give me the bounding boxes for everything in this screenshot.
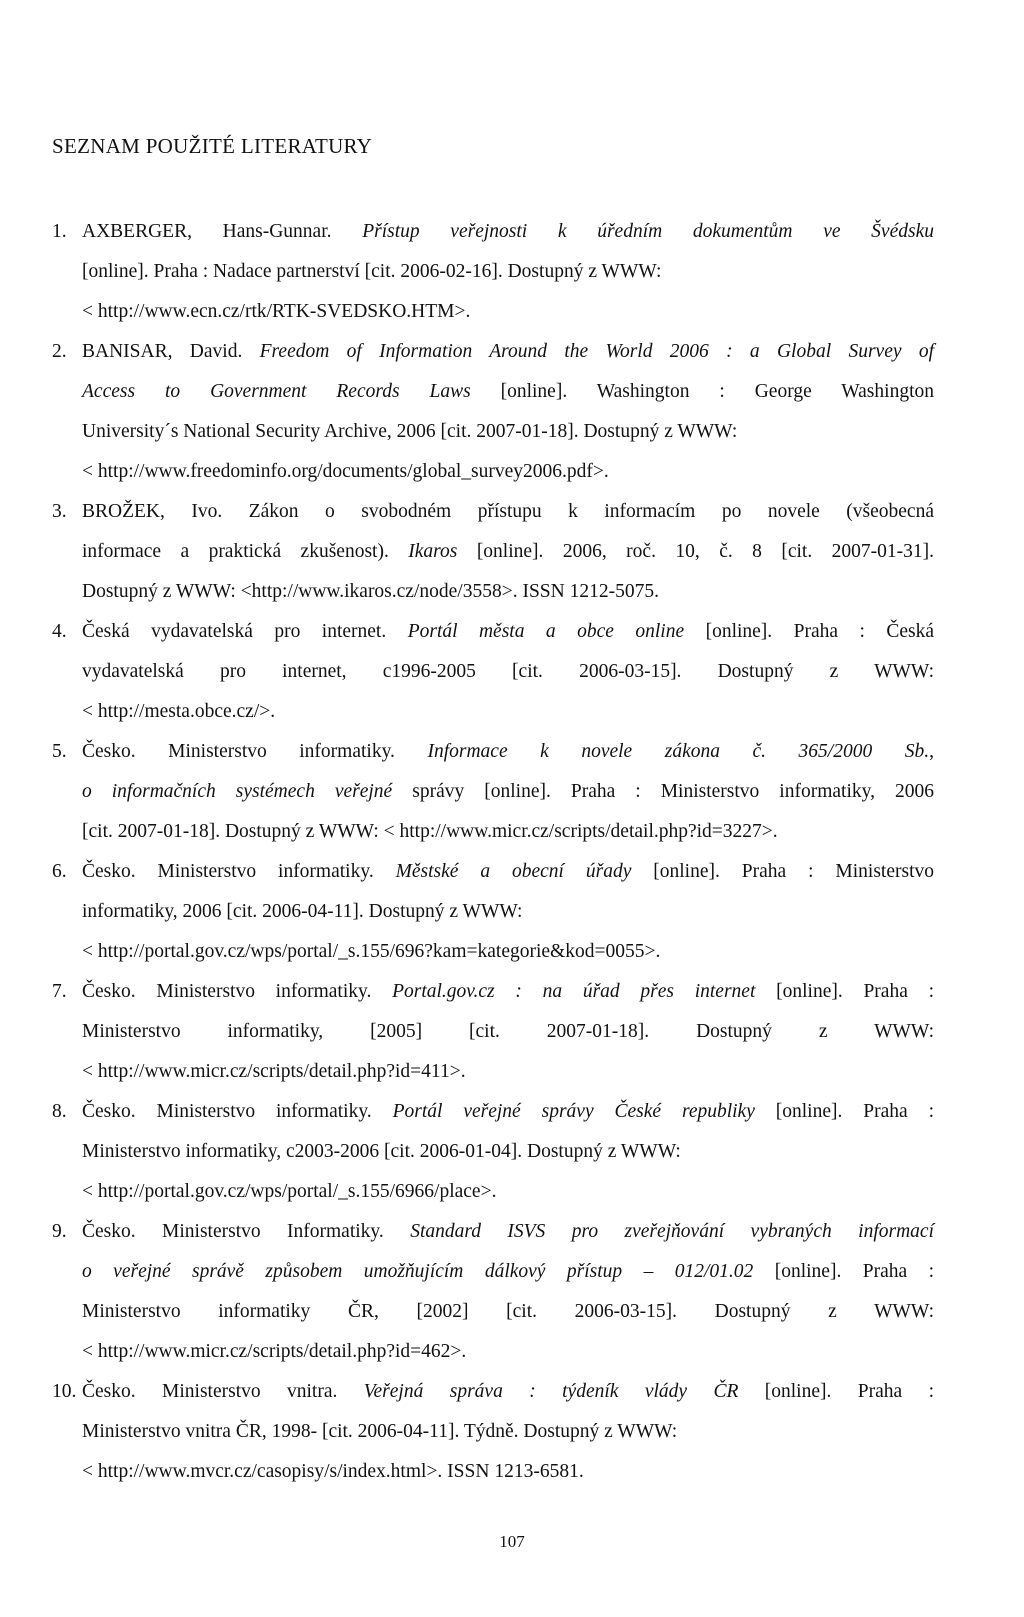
reference-line [82,412,934,452]
reference-line [82,652,934,692]
reference-title-text: Přístup veřejnosti k úředním dokumentům ve Švédsku [362,221,934,242]
reference-number: 4. [52,621,67,642]
reference-text: [cit. 2007-01-18]. Dostupný z WWW: < http://www.micr.cz/scripts/detail.php?id=3227>. [82,821,778,842]
reference-title-text: Portal.gov.cz : na úřad přes internet [392,981,756,1002]
reference-line [82,1332,934,1372]
reference-line [82,1092,934,1132]
reference-text: [online]. Praha : [755,981,934,1002]
page-number: 107 [499,1532,525,1551]
reference-text: < http://www.mvcr.cz/casopisy/s/index.html>. ISSN 1213-6581. [82,1461,584,1482]
reference-text: [online]. Praha : [738,1381,934,1402]
reference-text: [online]. Washington : George Washington [470,381,934,402]
reference-line [82,1252,934,1292]
reference-number: 8. [52,1101,67,1122]
reference-text: Ministerstvo vnitra ČR, 1998- [cit. 2006-04-11]. Týdně. Dostupný z WWW: [82,1421,678,1442]
reference-text: University´s National Security Archive, 2006 [cit. 2007-01-18]. Dostupný z WWW: [82,421,738,442]
reference-text: [online]. Praha : Ministerstvo [631,861,934,882]
reference-text: [online]. Praha : [753,1261,934,1282]
reference-line [82,852,934,892]
reference-text: informace a praktická zkušenost). [82,541,409,562]
reference-list [52,212,934,1492]
reference-text: < http://mesta.obce.cz/>. [82,701,276,722]
reference-title-text: Access to Government Records Laws [82,381,471,402]
reference-text: AXBERGER, Hans-Gunnar. [82,221,363,242]
reference-text: Česko. Ministerstvo informatiky. [82,981,393,1002]
reference-item [52,212,934,332]
reference-line [82,692,934,732]
reference-text: Česká vydavatelská pro internet. [82,621,408,642]
reference-line [82,612,934,652]
reference-item [52,1092,934,1212]
reference-number: 9. [52,1221,67,1242]
reference-item [52,332,934,492]
reference-item [52,972,934,1092]
reference-title-text: Standard ISVS pro zveřejňování vybraných informací [410,1221,934,1242]
reference-title-text: Ikaros [408,541,458,562]
reference-text: BANISAR, David. [82,341,260,362]
reference-line [82,1052,934,1092]
reference-text: [online]. Praha : [754,1101,934,1122]
reference-line [82,532,934,572]
reference-title-text: o informačních systémech veřejné [82,781,393,802]
reference-line [82,932,934,972]
reference-number: 3. [52,501,67,522]
reference-line [82,372,934,412]
reference-item [52,1212,934,1372]
reference-text: Dostupný z WWW: <http://www.ikaros.cz/node/3558>. ISSN 1212-5075. [82,581,659,602]
reference-text: [online]. Praha : Nadace partnerství [cit. 2006-02-16]. Dostupný z WWW: [82,261,662,282]
reference-line [82,332,934,372]
reference-number: 2. [52,341,67,362]
reference-item [52,732,934,852]
reference-line [82,492,934,532]
reference-title-text: Portál města a obce online [407,621,685,642]
reference-text: správy [online]. Praha : Ministerstvo informatiky, 2006 [392,781,934,802]
reference-text: informatiky, 2006 [cit. 2006-04-11]. Dostupný z WWW: [82,901,523,922]
reference-line [82,1412,934,1452]
reference-item [52,1372,934,1492]
reference-line [82,1012,934,1052]
reference-text: < http://www.ecn.cz/rtk/RTK-SVEDSKO.HTM>. [82,301,471,322]
reference-text: , [929,741,934,762]
reference-text: vydavatelská pro internet, c1996-2005 [cit. 2006-03-15]. Dostupný z WWW: [82,661,934,682]
reference-line [82,892,934,932]
reference-item [52,852,934,972]
reference-number: 6. [52,861,67,882]
reference-line [82,452,934,492]
reference-text: < http://www.micr.cz/scripts/detail.php?id=462>. [82,1341,467,1362]
reference-text: Ministerstvo informatiky ČR, [2002] [cit. 2006-03-15]. Dostupný z WWW: [82,1301,934,1322]
reference-title-text: Informace k novele zákona č. 365/2000 Sb. [427,741,930,762]
reference-text: Česko. Ministerstvo informatiky. [82,861,396,882]
reference-line [82,772,934,812]
reference-text: < http://portal.gov.cz/wps/portal/_s.155/6966/place>. [82,1181,497,1202]
reference-title-text: o veřejné správě způsobem umožňujícím dálkový přístup – 012/01.02 [82,1261,754,1282]
reference-text: Ministerstvo informatiky, c2003-2006 [cit. 2006-01-04]. Dostupný z WWW: [82,1141,681,1162]
reference-line [82,1212,934,1252]
reference-text: Česko. Ministerstvo informatiky. [82,1101,393,1122]
reference-text: Česko. Ministerstvo Informatiky. [82,1221,411,1242]
reference-number: 5. [52,741,67,762]
reference-title-text: Freedom of Information Around the World 2006 : a Global Survey of [259,341,934,362]
reference-line [82,1172,934,1212]
reference-line [82,1292,934,1332]
reference-text: BROŽEK, Ivo. Zákon o svobodném přístupu k informacím po novele (všeobecná [82,501,934,522]
reference-item [52,492,934,612]
reference-number: 1. [52,221,67,242]
reference-line [82,292,934,332]
reference-text: < http://portal.gov.cz/wps/portal/_s.155/696?kam=kategorie&kod=0055>. [82,941,661,962]
reference-title-text: Městské a obecní úřady [395,861,632,882]
reference-line [82,1452,934,1492]
reference-text: < http://www.freedominfo.org/documents/global_survey2006.pdf>. [82,461,609,482]
reference-text: Ministerstvo informatiky, [2005] [cit. 2007-01-18]. Dostupný z WWW: [82,1021,934,1042]
reference-line [82,812,934,852]
page-title: SEZNAM POUŽITÉ LITERATURY [52,134,373,158]
reference-title-text: Veřejná správa : týdeník vlády ČR [363,1381,739,1402]
reference-number: 10. [52,1381,77,1402]
reference-text: < http://www.micr.cz/scripts/detail.php?id=411>. [82,1061,466,1082]
reference-line [82,732,934,772]
reference-text: [online]. Praha : Česká [684,621,935,642]
reference-text: Česko. Ministerstvo informatiky. [82,741,428,762]
reference-line [82,252,934,292]
reference-title-text: Portál veřejné správy České republiky [392,1101,755,1122]
reference-line [82,212,934,252]
reference-line [82,1372,934,1412]
reference-text: Česko. Ministerstvo vnitra. [82,1381,364,1402]
reference-line [82,572,934,612]
reference-line [82,1132,934,1172]
reference-number: 7. [52,981,67,1002]
reference-line [82,972,934,1012]
reference-text: [online]. 2006, roč. 10, č. 8 [cit. 2007-01-31]. [457,541,934,562]
reference-item [52,612,934,732]
